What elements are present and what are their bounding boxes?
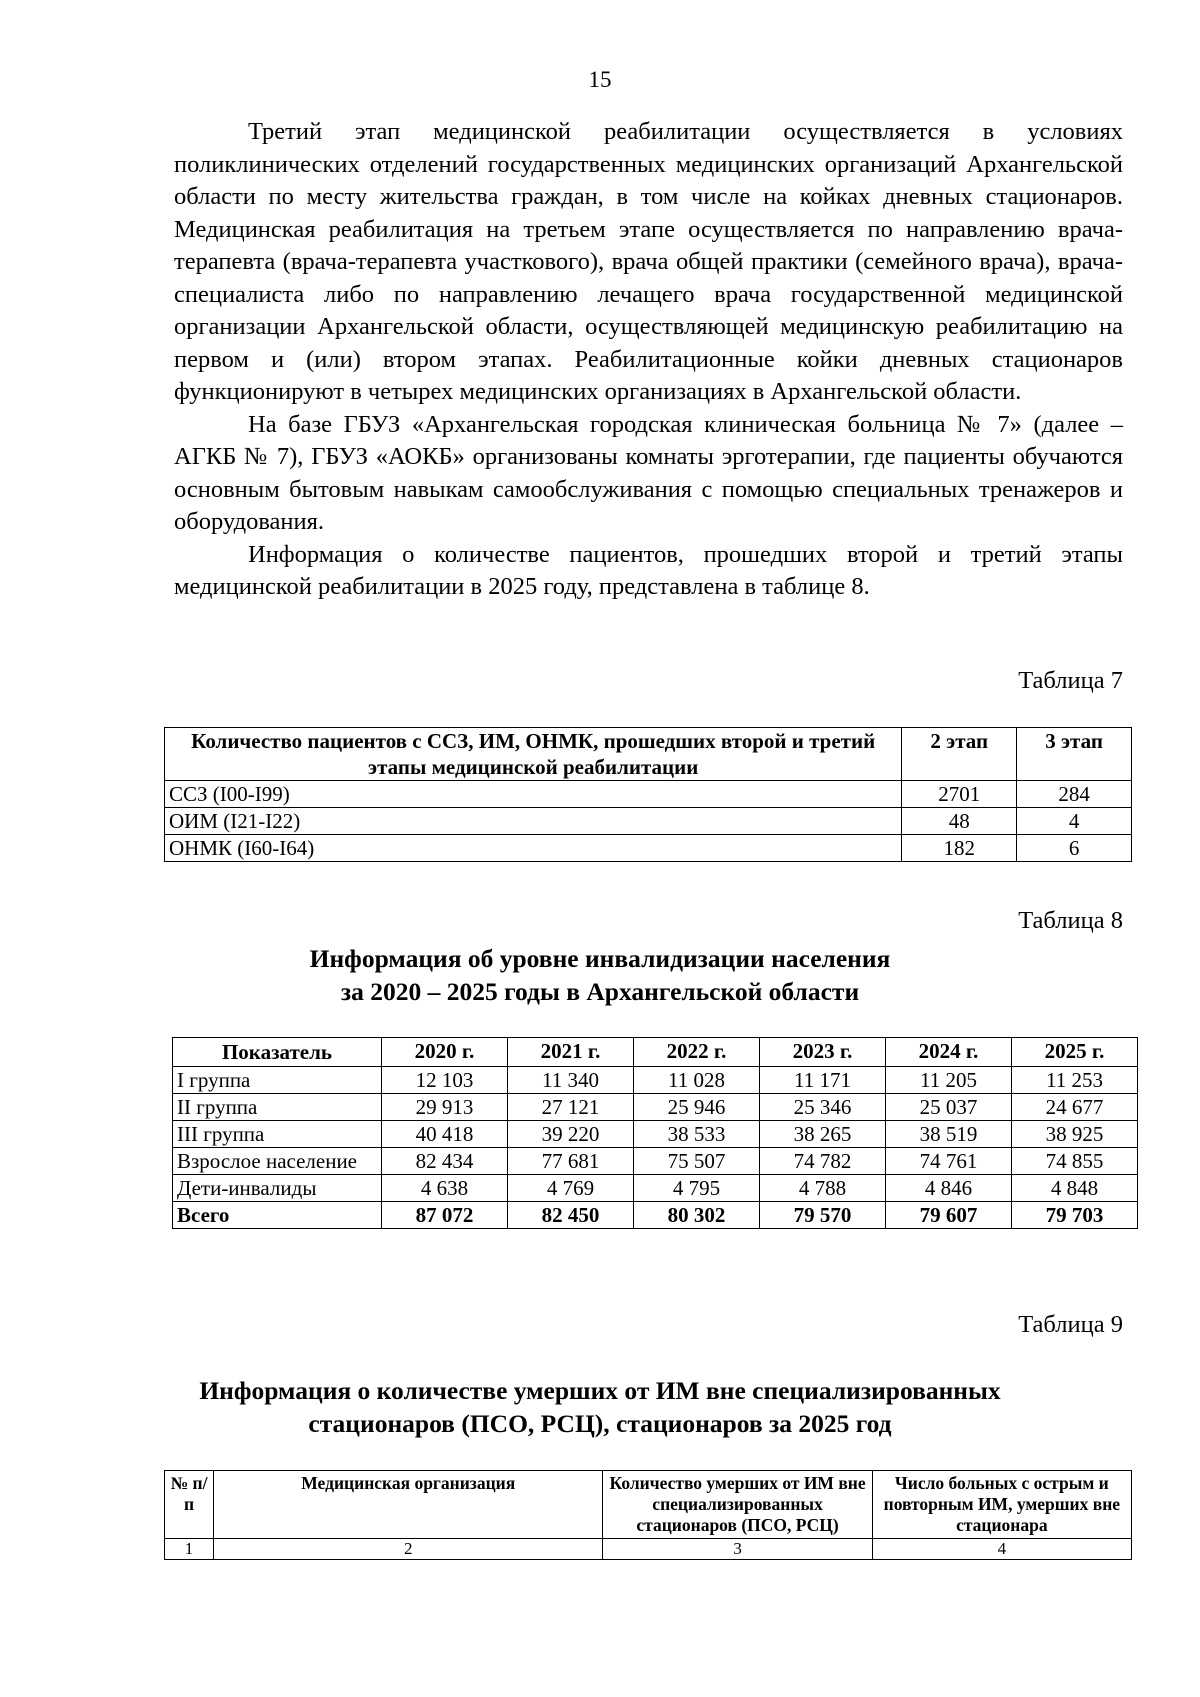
table-cell: 38 265 [760,1121,886,1148]
table-cell: ОИМ (I21-I22) [165,808,902,835]
table-cell: 25 946 [634,1094,760,1121]
table8-title: Информация об уровне инвалидизации населения [309,944,891,973]
table-cell: 79 607 [886,1202,1012,1229]
table-cell: 38 533 [634,1121,760,1148]
table-cell: 79 703 [1012,1202,1138,1229]
table7 [164,727,1132,862]
table-cell: 4 848 [1012,1175,1138,1202]
table-cell: III группа [173,1121,382,1148]
table-cell: 39 220 [508,1121,634,1148]
table-cell: 79 570 [760,1202,886,1229]
table-cell: 29 913 [382,1094,508,1121]
table9-caption: Таблица 9 [1018,1311,1123,1338]
table-header: № п/п [165,1471,214,1539]
table-header-row [173,1038,1138,1067]
table-cell: Всего [173,1202,382,1229]
table-header: 2021 г. [508,1038,634,1067]
table8 [172,1037,1138,1229]
table-header: 2023 г. [760,1038,886,1067]
table-cell: 38 925 [1012,1121,1138,1148]
table-row [173,1067,1138,1094]
paragraph: Информация о количестве пациентов, прошедших второй и третий этапы медицинской реабилитации в 2025 году, представлена в таблице 8. [174,540,1123,600]
table-cell: 2 [214,1539,603,1560]
table-cell: 25 037 [886,1094,1012,1121]
table-cell: 77 681 [508,1148,634,1175]
table-cell: 24 677 [1012,1094,1138,1121]
table-row [165,1539,1132,1560]
table-cell: 11 028 [634,1067,760,1094]
table-cell: I группа [173,1067,382,1094]
body-text [174,116,1123,604]
paragraph: Третий этап медицинской реабилитации осуществляется в условиях поликлинических отделений государственных медицинских организаций Архангельской области по месту жительства граждан, в том числе на койках дневных стационаров. Медицинская реабилитация на третьем этапе осуществляется по направлению врача-терапевта (врача-терапевта участкового), врача общей практики (семейного врача), врача-специалиста либо по направлению лечащего врача государственной медицинской организации Архангельской области, осуществляющей медицинскую реабилитацию на первом и (или) втором этапах. Реабилитационные койки дневных стационаров функционируют в четырех медицинских организациях в Архангельской области. [174,118,1123,405]
table-cell: Дети-инвалиды [173,1175,382,1202]
table-row [165,835,1132,862]
table-cell: 11 171 [760,1067,886,1094]
table-cell: 182 [902,835,1017,862]
table-cell: 12 103 [382,1067,508,1094]
paragraph: На базе ГБУЗ «Архангельская городская клиническая больница № 7» (далее – АГКБ № 7), ГБУЗ «АОКБ» организованы комнаты эрготерапии, где пациенты обучаются основным бытовым навыкам самообслуживания с помощью специальных тренажеров и оборудования. [174,410,1123,535]
table-cell: 11 253 [1012,1067,1138,1094]
table-header: Показатель [173,1038,382,1067]
table-cell: 3 [603,1539,872,1560]
table-cell: 11 205 [886,1067,1012,1094]
table-cell: 4 638 [382,1175,508,1202]
table-cell: 4 795 [634,1175,760,1202]
table-row [173,1175,1138,1202]
table-cell: 11 340 [508,1067,634,1094]
table-cell: 74 855 [1012,1148,1138,1175]
table-cell: 74 782 [760,1148,886,1175]
table9-title: стационаров (ПСО, РСЦ), стационаров за 2025 год [308,1409,892,1438]
table-header: Количество умерших от ИМ вне специализированных стационаров (ПСО, РСЦ) [603,1471,872,1539]
table-cell: 40 418 [382,1121,508,1148]
table7-caption: Таблица 7 [1018,667,1123,694]
table-cell: 1 [165,1539,214,1560]
table-cell: 27 121 [508,1094,634,1121]
table-cell: 2701 [902,781,1017,808]
table9 [164,1470,1132,1560]
table-header: Медицинская организация [214,1471,603,1539]
table-cell: 25 346 [760,1094,886,1121]
table-header: Количество пациентов с ССЗ, ИМ, ОНМК, прошедших второй и третий этапы медицинской реабилитации [165,728,902,781]
table-cell: 4 [872,1539,1131,1560]
table-cell: II группа [173,1094,382,1121]
table-cell: Взрослое население [173,1148,382,1175]
table-cell: 82 450 [508,1202,634,1229]
table-cell: 4 769 [508,1175,634,1202]
table-header-row [165,728,1132,781]
table-cell: 284 [1017,781,1132,808]
table-cell: 6 [1017,835,1132,862]
table9-title: Информация о количестве умерших от ИМ вне специализированных [199,1376,1001,1405]
table-cell: 75 507 [634,1148,760,1175]
table-cell: 38 519 [886,1121,1012,1148]
table-header-row [165,1471,1132,1539]
table8-caption: Таблица 8 [1018,907,1123,934]
table-row [165,781,1132,808]
table-cell: 4 788 [760,1175,886,1202]
table-cell: 4 [1017,808,1132,835]
table-cell: 80 302 [634,1202,760,1229]
table-cell: ОНМК (I60-I64) [165,835,902,862]
table-cell: 82 434 [382,1148,508,1175]
table-header: Число больных с острым и повторным ИМ, умерших вне стационара [872,1471,1131,1539]
table-row [173,1121,1138,1148]
table-cell: 4 846 [886,1175,1012,1202]
table-header: 2024 г. [886,1038,1012,1067]
table-cell: 87 072 [382,1202,508,1229]
table-header: 2020 г. [382,1038,508,1067]
table-row [173,1094,1138,1121]
table-total-row [173,1202,1138,1229]
table-row [165,808,1132,835]
table-cell: 48 [902,808,1017,835]
table-header: 3 этап [1017,728,1132,781]
table-row [173,1148,1138,1175]
table-header: 2025 г. [1012,1038,1138,1067]
table-header: 2 этап [902,728,1017,781]
table-header: 2022 г. [634,1038,760,1067]
table8-title: за 2020 – 2025 годы в Архангельской области [340,977,860,1006]
page-number: 15 [588,67,612,92]
table-cell: 74 761 [886,1148,1012,1175]
table-cell: ССЗ (I00-I99) [165,781,902,808]
